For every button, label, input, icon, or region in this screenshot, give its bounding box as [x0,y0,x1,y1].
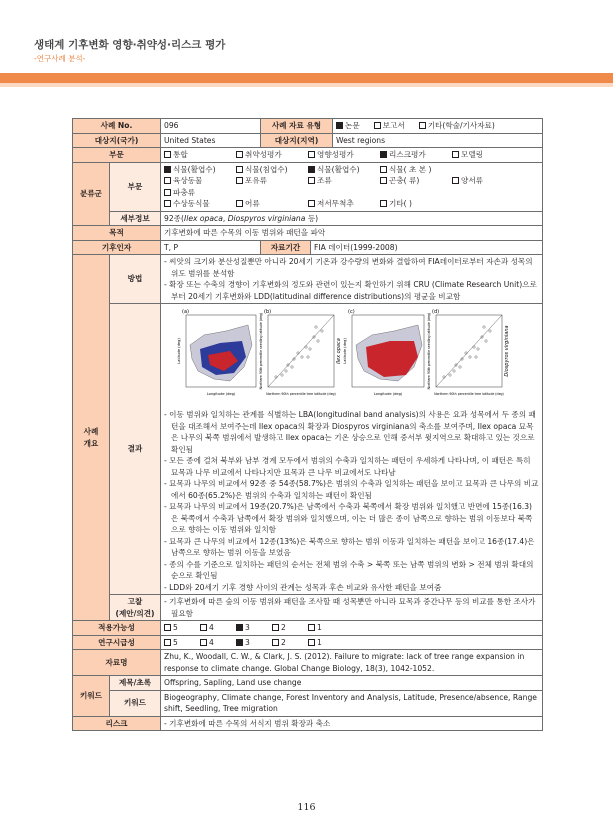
ref-label: 자료명 [73,650,161,676]
result-item: - 묘목과 나무의 비교에서 19종(20.7%)은 남쪽에서 수축과 북쪽에서 확장 범위와 일치했고 반면에 15종(16.3)은 북쪽에서 수축과 남쪽에서 확장 범위와 일치했으며, 이는 더 많은 종이 남쪽으로 향하는 범위 이동보다 북쪽으로 향하는 이동 범위와 일치함 [164,502,533,534]
header-subtitle: -연구사례 분석- [34,54,86,63]
class-option-label: 식물(활엽수) [317,164,360,174]
class-option [236,198,308,210]
risk-value [161,716,543,731]
applic-option [164,622,200,634]
result-value [161,304,543,595]
panel-c-ylabel: Latitude (deg) [343,338,347,364]
page-number: 116 [297,802,316,813]
panel-a-label: (a) [182,309,189,315]
class-option [380,198,452,210]
panel-d-ylabel: Northern 90th percentile seedling latitude (deg) [427,312,431,390]
class-option [236,164,308,176]
class-option [164,175,236,187]
class-sector-label: 부문 [110,162,161,211]
applic-options [161,621,543,636]
class-option [380,175,452,187]
class-option-label: 어류 [245,199,260,208]
ref-value: Zhu, K., Woodall, C. W., & Clark, J. S. (2012). Failure to migrate: lack of tree range expansion in response to climate change. Global Change Biology, 18(3), 1042-1052. [161,650,543,676]
sector-options [161,148,543,163]
panel-c-label: (c) [348,309,355,315]
urgency-option-label: 2 [281,637,286,647]
checkbox-icon [308,200,315,207]
case-no: 096 [161,119,261,134]
class-option [308,198,380,210]
risk-text: - 기후변화에 따른 수목의 서식지 범위 확장과 축소 [164,718,331,728]
applic-option-label: 3 [245,623,250,632]
checkbox-icon [200,639,207,646]
checkbox-icon [452,177,459,184]
urgency-option [236,637,272,649]
checkbox-icon [380,200,387,207]
urgency-option [200,637,236,649]
urgency-option-label: 5 [173,637,178,647]
result-item: - 묘목과 나무의 비교에서 92종 중 54종(58.7%)은 범위의 수축과 일치하는 패턴을 보이고 묘목과 큰 나무의 비교에서 60종(65.2%)은 범위의 수축과 일치하는 패턴이 확인됨 [164,479,539,500]
implication-value [161,595,543,621]
detail-value [161,211,543,226]
class-option [164,164,236,176]
checkbox-icon [164,639,171,646]
type-option [336,120,360,132]
sector-option [164,149,236,161]
kw-title-label: 제목/초록 [110,676,161,691]
checkbox-icon [308,151,315,158]
class-option-label: 식물(침엽수) [245,164,288,174]
checkbox-icon [452,151,459,158]
checkbox-icon [308,177,315,184]
checkbox-icon [380,166,387,173]
checkbox-icon [272,639,279,646]
checkbox-icon [374,122,381,129]
class-option-label: 식물( 초 본 ) [389,164,432,174]
type-option-label: 기타(학술/기사자료) [427,121,495,130]
method-item: - 씨앗의 크기와 분산성질뿐만 아니라 20세기 기온과 강수량의 변화와 결합하여 FIA데이터로부터 자손과 성목의 위도 범위를 분석함 [164,257,533,278]
panel-c-xlabel: Longitude (deg) [373,392,403,396]
applic-option-label: 4 [209,623,214,632]
class-option [380,164,452,176]
applic-option [200,622,236,634]
overview-label: 사례 개요 [73,255,110,621]
result-label: 결과 [110,304,161,595]
class-option-label: 저서무척추 [317,199,354,208]
applic-option [272,622,308,634]
checkbox-icon [419,122,426,129]
checkbox-icon [236,177,243,184]
kw-kw-label: 키워드 [110,690,161,716]
period-value: FIA 데이터(1999-2008) [311,240,543,255]
urgency-option [164,637,200,649]
class-label: 분류군 [73,162,110,226]
period-label: 자료기간 [261,240,311,255]
checkbox-icon [272,624,279,631]
species-label-1: Ilex opaca [336,338,342,364]
result-item: - 모든 종에 걸쳐 북부와 남부 경계 모두에서 범위의 수축과 일치하는 패턴이 우세하게 나타나며, 이 패턴은 특히 묘목과 나무 비교에서 나타나지만 묘목과 큰 나무 비교에서도 나타남 [164,456,531,477]
type-option-label: 보고서 [382,121,405,130]
sector-option-label: 통합 [173,150,188,159]
checkbox-icon [236,151,243,158]
result-item: - LDD와 20세기 기후 경향 사이의 관계는 성목과 후손 비교와 유사한 패턴을 보여줌 [164,582,442,592]
detail-sep: , [222,213,228,223]
applic-option [308,622,344,634]
checkbox-icon [236,639,243,646]
panel-b-label: (b) [264,309,272,315]
factor-value: T, P [161,240,261,255]
panel-b-ylabel: Northern 90th percentile seedling latitude (deg) [259,312,263,390]
detail-post: 등) [305,213,319,223]
urgency-options [161,635,543,650]
checkbox-icon [236,200,243,207]
type-options [333,119,543,134]
implication-label: 고찰 (제안/의견) [110,595,161,621]
checkbox-icon [308,166,315,173]
region-value: West regions [333,133,543,148]
detail-species-1: Ilex opaca [183,213,223,223]
checkbox-icon [164,200,171,207]
type-option [419,120,495,132]
panel-a-xlabel: Longitude (deg) [206,392,236,396]
factor-label: 기후인자 [73,240,161,255]
result-item: - 종의 수를 기준으로 일치하는 패턴의 순서는 전체 범위 수축 > 북쪽 또는 남쪽 범위의 변화 > 전체 범위 확대의 순으로 확인됨 [164,559,534,580]
checkbox-icon [236,166,243,173]
header-accent-bar-light [0,83,613,87]
urgency-label: 연구시급성 [73,635,161,650]
class-option [308,164,380,176]
region-label: 대상지(지역) [261,133,333,148]
case-table [72,118,543,731]
applic-label: 적용가능성 [73,621,161,636]
panel-d-label: (d) [432,309,440,315]
type-option-label: 논문 [345,121,360,130]
result-figure [164,305,539,409]
class-option-label: 양서류 [461,176,484,185]
sector-option-label: 영향성평가 [317,150,354,159]
applic-option-label: 2 [281,623,286,632]
panel-d-xlabel: Northern 90th percentile tree latitude (deg) [434,392,504,396]
method-label: 방법 [110,255,161,304]
panel-a-ylabel: Latitude (deg) [177,338,181,364]
checkbox-icon [164,177,171,184]
urgency-option [308,637,344,649]
sector-option-label: 모델링 [461,150,484,159]
class-option-label: 곤충( 류) [389,176,420,185]
checkbox-icon [164,189,171,196]
sector-option [452,149,524,161]
detail-label: 세부정보 [110,211,161,226]
class-option-label: 포유류 [245,176,268,185]
checkbox-icon [336,122,343,129]
class-option-label: 식물(활엽수) [173,164,216,174]
species-label-2: Diospyros virginiana [504,325,510,377]
sector-option-label: 취약성평가 [245,150,282,159]
risk-label: 리스크 [73,716,161,731]
urgency-option-label: 1 [317,637,322,647]
method-value [161,255,543,304]
applic-option [236,622,272,634]
sector-option [236,149,308,161]
kw-label: 키워드 [73,676,110,717]
result-figure-svg [164,305,524,409]
class-option-label: 수상동식물 [173,199,210,208]
urgency-option-label: 4 [209,637,214,647]
applic-option-label: 1 [317,623,322,632]
header-accent-bar [0,73,613,83]
panel-b-xlabel: Northern 90th percentile tree latitude (deg) [266,392,336,396]
type-option [374,120,405,132]
checkbox-icon [236,624,243,631]
page-header [0,0,613,80]
checkbox-icon [308,639,315,646]
detail-species-2: Diospyros virginiana [227,213,306,223]
header-title: 생태계 기후변화 영향·취약성·리스크 평가 [34,39,226,51]
result-item: - 이동 범위와 일치하는 관계를 식별하는 LBA(longitudinal band analysis)의 사용은 요과 성목에서 두 종의 패턴을 대조해서 보여주는데 Ilex opaca의 확장과 Diospyros virginiana의 축소를 보여주며, Ilex opaca 묘목은 나무의 북쪽 범위에서 발생하고 Ilex opaca는 기온 상승으로 인해 중서부 윗지역으로 확대하고 있는 것으로 확인됨 [164,410,536,454]
class-option-label: 기타( ) [389,199,413,208]
sector-option-label: 리스크평가 [389,150,426,159]
class-option [164,198,236,210]
applic-option-label: 5 [173,623,178,632]
class-option [236,175,308,187]
class-option [308,175,380,187]
result-item: - 묘목과 큰 나무의 비교에서 12종(13%)은 북쪽으로 향하는 범위 이동과 일치하는 패턴을 보이고 16종(17.4)은 남쪽으로 향하는 범위 이동을 보였음 [164,536,535,557]
sector-option [380,149,452,161]
checkbox-icon [164,166,171,173]
checkbox-icon [308,624,315,631]
type-label: 사례 자료 유형 [261,119,333,134]
class-option-label: 파충류 [173,187,196,197]
urgency-option [272,637,308,649]
class-option [452,175,524,187]
checkbox-icon [164,624,171,631]
kw-title-value: Offspring, Sapling, Land use change [161,676,543,691]
sector-label: 부문 [73,148,161,163]
class-option-label: 조류 [317,176,332,185]
class-option-label: 육상동물 [173,176,203,185]
class-option [164,187,236,199]
purpose-value: 기후변화에 따른 수목의 이동 범위와 패턴을 파악 [161,226,543,241]
detail-pre: 92종( [164,213,184,223]
kw-kw-value: Biogeography, Climate change, Forest Inventory and Analysis, Latitude, Presence/absence, Range shift, Seedling, Tree migration [161,690,543,716]
sector-option [308,149,380,161]
checkbox-icon [380,177,387,184]
country-value: United States [161,133,261,148]
case-no-label: 사례 No. [73,119,161,134]
checkbox-icon [380,151,387,158]
checkbox-icon [164,151,171,158]
country-label: 대상지(국가) [73,133,161,148]
checkbox-icon [200,624,207,631]
urgency-option-label: 3 [245,637,250,647]
purpose-label: 목적 [73,226,161,241]
method-item: - 확장 또는 수축의 경향이 기후변화의 정도와 관련이 있는지 확인하기 위해 CRU (Climate Research Unit)으로부터 20세기 기후변화와 LDD(latitudinal difference distributions)의 평균을 비교함 [164,280,537,301]
implication-text: - 기후변화에 따른 숲의 이동 범위와 패턴을 조사할 때 성목뿐만 아니라 묘목과 중간나무 등의 비교를 통한 조사가 필요함 [164,597,536,618]
class-options [161,162,543,211]
